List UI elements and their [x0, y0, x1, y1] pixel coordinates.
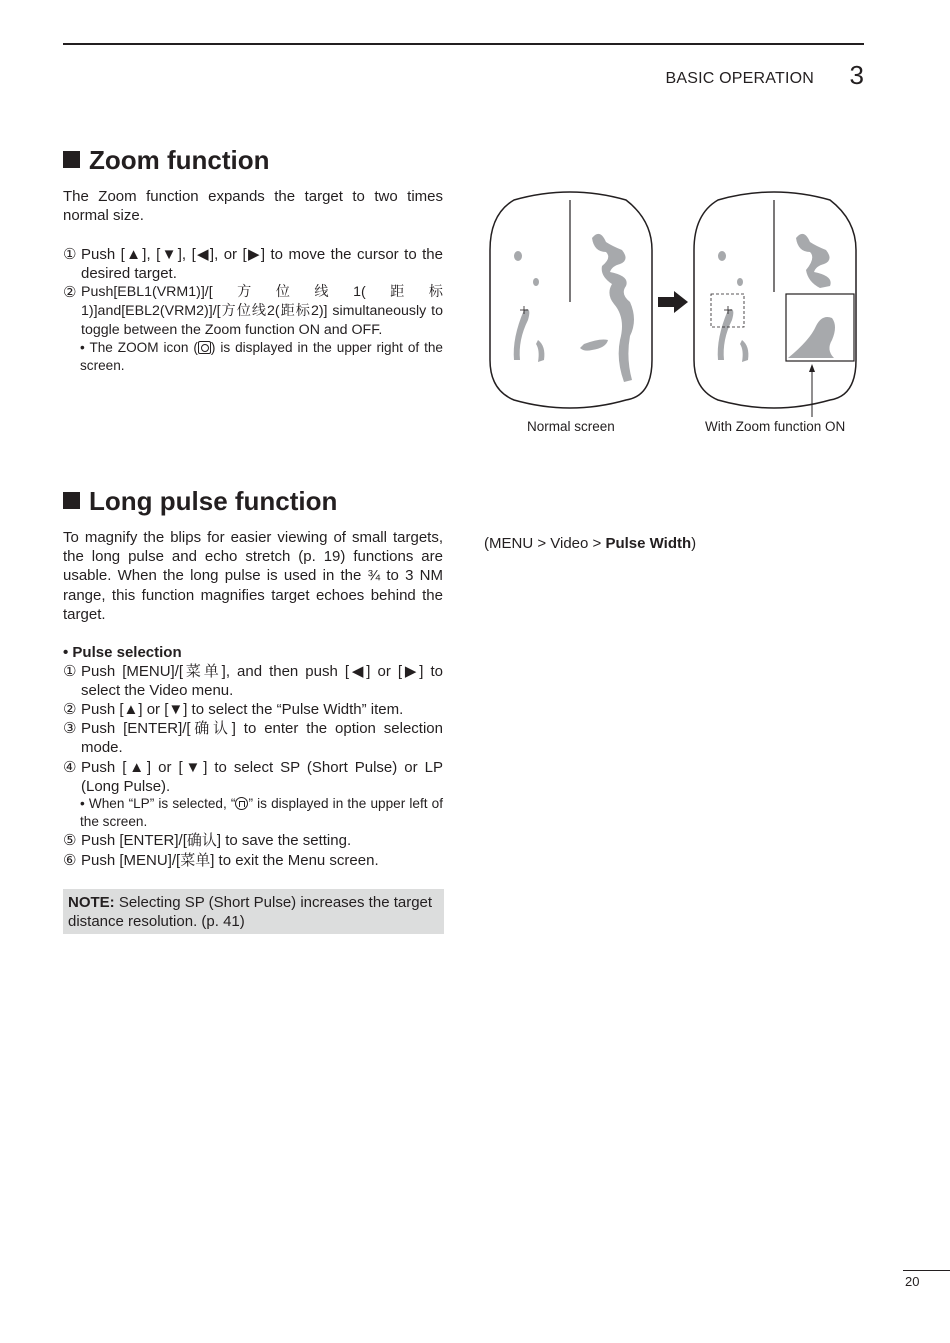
- note-box: [63, 889, 444, 934]
- step-number: ②: [63, 284, 77, 301]
- menu-path: [484, 534, 696, 553]
- square-bullet-icon: [63, 492, 80, 509]
- step-number: ②: [63, 701, 77, 718]
- pulse-step-6: [63, 851, 443, 870]
- long-pulse-heading-text: Long pulse function: [89, 486, 338, 516]
- pulse-step-3: [63, 719, 443, 757]
- zoom-step-2: [63, 283, 443, 341]
- section-title: BASIC OPERATION: [665, 70, 814, 87]
- menu-path-start: (MENU > Video >: [484, 535, 606, 552]
- step-number: ①: [63, 663, 77, 680]
- bullet-text-start: • When “LP” is selected, “: [80, 796, 236, 811]
- zoom-heading-text: Zoom function: [89, 145, 270, 175]
- note-label: NOTE:: [68, 894, 115, 911]
- step-text: Push [▲] or [▼] to select SP (Short Pulse) or LP (Long Pulse).: [81, 759, 443, 796]
- zoom-radar-screen: [694, 192, 856, 417]
- normal-radar-screen: [490, 192, 652, 408]
- menu-path-end: ): [691, 535, 697, 552]
- zoom-figure: [480, 190, 870, 420]
- zoom-heading: [63, 145, 270, 176]
- chapter-number: 3: [849, 60, 864, 90]
- step-text: Push [▲] or [▼] to select the “Pulse Width” item.: [81, 701, 404, 718]
- step-text: Push [▲], [▼], [◀], or [▶] to move the cursor to the desired target.: [81, 246, 443, 283]
- long-pulse-intro: To magnify the blips for easier viewing of small targets, the long pulse and echo stretch (p. 19) functions are usable. When the long pulse is used in the ¾ to 3 NM range, this function magnifies target echoes behind the target.: [63, 529, 443, 623]
- pulse-step-2: [63, 700, 443, 719]
- long-pulse-icon-note: [80, 795, 443, 831]
- page-number: 20: [905, 1274, 920, 1289]
- zoom-icon: [198, 341, 211, 354]
- pulse-step-4: [63, 758, 443, 796]
- long-pulse-heading: [63, 486, 337, 517]
- step-number: ③: [63, 720, 77, 737]
- pulse-step-1: [63, 662, 443, 700]
- arrow-right-icon: [658, 291, 688, 313]
- square-bullet-icon: [63, 151, 80, 168]
- note-text: Selecting SP (Short Pulse) increases the target distance resolution. (p. 41): [68, 894, 433, 931]
- pulse-step-5: [63, 831, 443, 850]
- menu-path-item: Pulse Width: [605, 535, 692, 552]
- step-number: ⑤: [63, 832, 77, 849]
- step-text: Push [MENU]/[菜单], and then push [◀] or [▶] to select the Video menu.: [81, 663, 443, 700]
- step-text: Push [ENTER]/[确认] to enter the option selection mode.: [81, 720, 443, 757]
- step-text: Push [MENU]/[菜单] to exit the Menu screen.: [81, 852, 379, 869]
- step-number: ⑥: [63, 852, 77, 869]
- zoom-step-1: [63, 245, 443, 283]
- pulse-selection-subhead: • Pulse selection: [63, 644, 182, 661]
- caption-zoom-screen: With Zoom function ON: [705, 419, 846, 434]
- step-text: Push[EBL1(VRM1)]/[方位线1(距标1)]and[EBL2(VRM2)]/[方位线2(距标2)] simultaneously to toggle between the Zoom function ON and OFF.: [81, 284, 443, 339]
- caption-normal-screen: Normal screen: [527, 419, 615, 434]
- step-number: ④: [63, 759, 77, 776]
- bullet-text-end: ) is displayed in the upper right of the screen.: [80, 340, 443, 373]
- bullet-text-start: • The ZOOM icon (: [80, 340, 198, 355]
- zoom-intro: The Zoom function expands the target to two times normal size.: [63, 188, 443, 225]
- zoom-icon-note: [80, 339, 443, 375]
- step-text: Push [ENTER]/[确认] to save the setting.: [81, 832, 352, 849]
- step-number: ①: [63, 246, 77, 263]
- bullet-text-end: ” is displayed in the upper left of the screen.: [80, 796, 443, 829]
- long-pulse-icon: [235, 797, 248, 810]
- header-rule: [63, 43, 864, 45]
- footer-rule: [903, 1270, 950, 1271]
